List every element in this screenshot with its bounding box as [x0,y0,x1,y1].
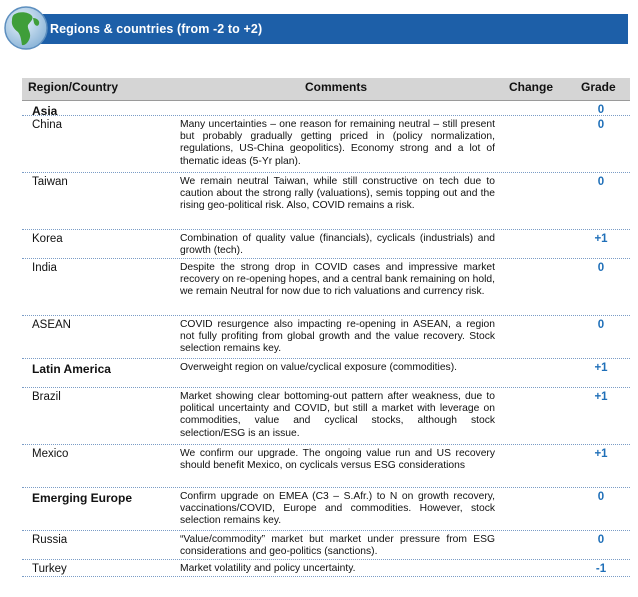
header-change: Change [509,80,554,94]
row-grade: +1 [594,233,608,245]
table-row [22,560,630,577]
header-region: Region/Country [28,80,118,94]
table-row [22,116,630,173]
table-row [22,316,630,359]
table-row [22,173,630,230]
row-name: ASEAN [32,319,71,331]
row-name: China [32,119,63,131]
row-comment: Confirm upgrade on EMEA (C3 – S.Afr.) to N on growth recovery, vaccinations/COVID, Europe and commodities. However, stock selection remains key. [180,491,495,527]
table-row [22,101,630,116]
row-comment: Market volatility and policy uncertainty. [180,563,356,574]
row-grade: 0 [597,104,605,116]
row-comment: Many uncertainties – one reason for remaining neutral – still present but probably gradually getting priced in (policy normalization, regulations, US-China geopolitics). Economy strong and a lot of thematic ideas (5-Yr plan). [180,119,495,167]
regions-table [22,78,630,577]
row-grade: 0 [597,491,605,503]
row-name: Brazil [32,391,61,403]
table-row [22,488,630,531]
row-grade: 0 [597,119,605,131]
row-name: Taiwan [32,176,68,188]
row-comment: Combination of quality value (financials), cyclicals (industrials) and growth (tech). [180,233,495,257]
table-row [22,230,630,259]
row-name: India [32,262,57,274]
table-row [22,388,630,445]
table-row [22,445,630,488]
row-grade: 0 [597,176,605,188]
row-comment: Overweight region on value/cyclical exposure (commodities). [180,362,457,373]
row-comment: Market showing clear bottoming-out pattern after weakness, due to political uncertainty and COVID, but still a market with leverage on commodities, value and cyclical stocks, although stock selection/ESG is an issue. [180,391,495,439]
row-name: Turkey [32,563,67,575]
row-name: Emerging Europe [32,491,133,505]
table-row [22,531,630,560]
row-name: Asia [32,104,58,118]
row-grade: -1 [595,563,607,575]
row-name: Latin America [32,362,111,376]
row-comment: COVID resurgence also impacting re-opening in ASEAN, a region not fully profiting from global growth and the value recovery. Stock selection remains key. [180,319,495,355]
row-comment: We confirm our upgrade. The ongoing value run and US recovery should benefit Mexico, on cyclicals versus ESG considerations [180,448,495,472]
table-row [22,259,630,316]
row-comment: “Value/commodity” market but market under pressure from ESG considerations and geo-politics (sanctions). [180,534,495,558]
table-header-row [22,78,630,101]
row-name: Korea [32,233,63,245]
row-comment: Despite the strong drop in COVID cases and impressive market recovery on re-opening hopes, and a central bank remaining on hold, we remain Neutral for now due to rich valuations and currency risk. [180,262,495,298]
row-grade: 0 [597,262,605,274]
row-comment: We remain neutral Taiwan, while still constructive on tech due to caution about the strong rally (valuations), semis topping out and the rising geo-political risk. Also, COVID remains a risk. [180,176,495,212]
row-grade: +1 [594,362,608,374]
row-grade: +1 [594,448,608,460]
section-header-bar [32,14,628,44]
row-grade: +1 [594,391,608,403]
row-grade: 0 [597,319,605,331]
row-name: Russia [32,534,68,546]
section-title: Regions & countries (from -2 to +2) [50,22,263,36]
header-comments: Comments [305,80,368,94]
table-row [22,359,630,388]
header-grade: Grade [581,80,616,94]
globe-icon [3,5,49,51]
row-name: Mexico [32,448,69,460]
row-grade: 0 [597,534,605,546]
